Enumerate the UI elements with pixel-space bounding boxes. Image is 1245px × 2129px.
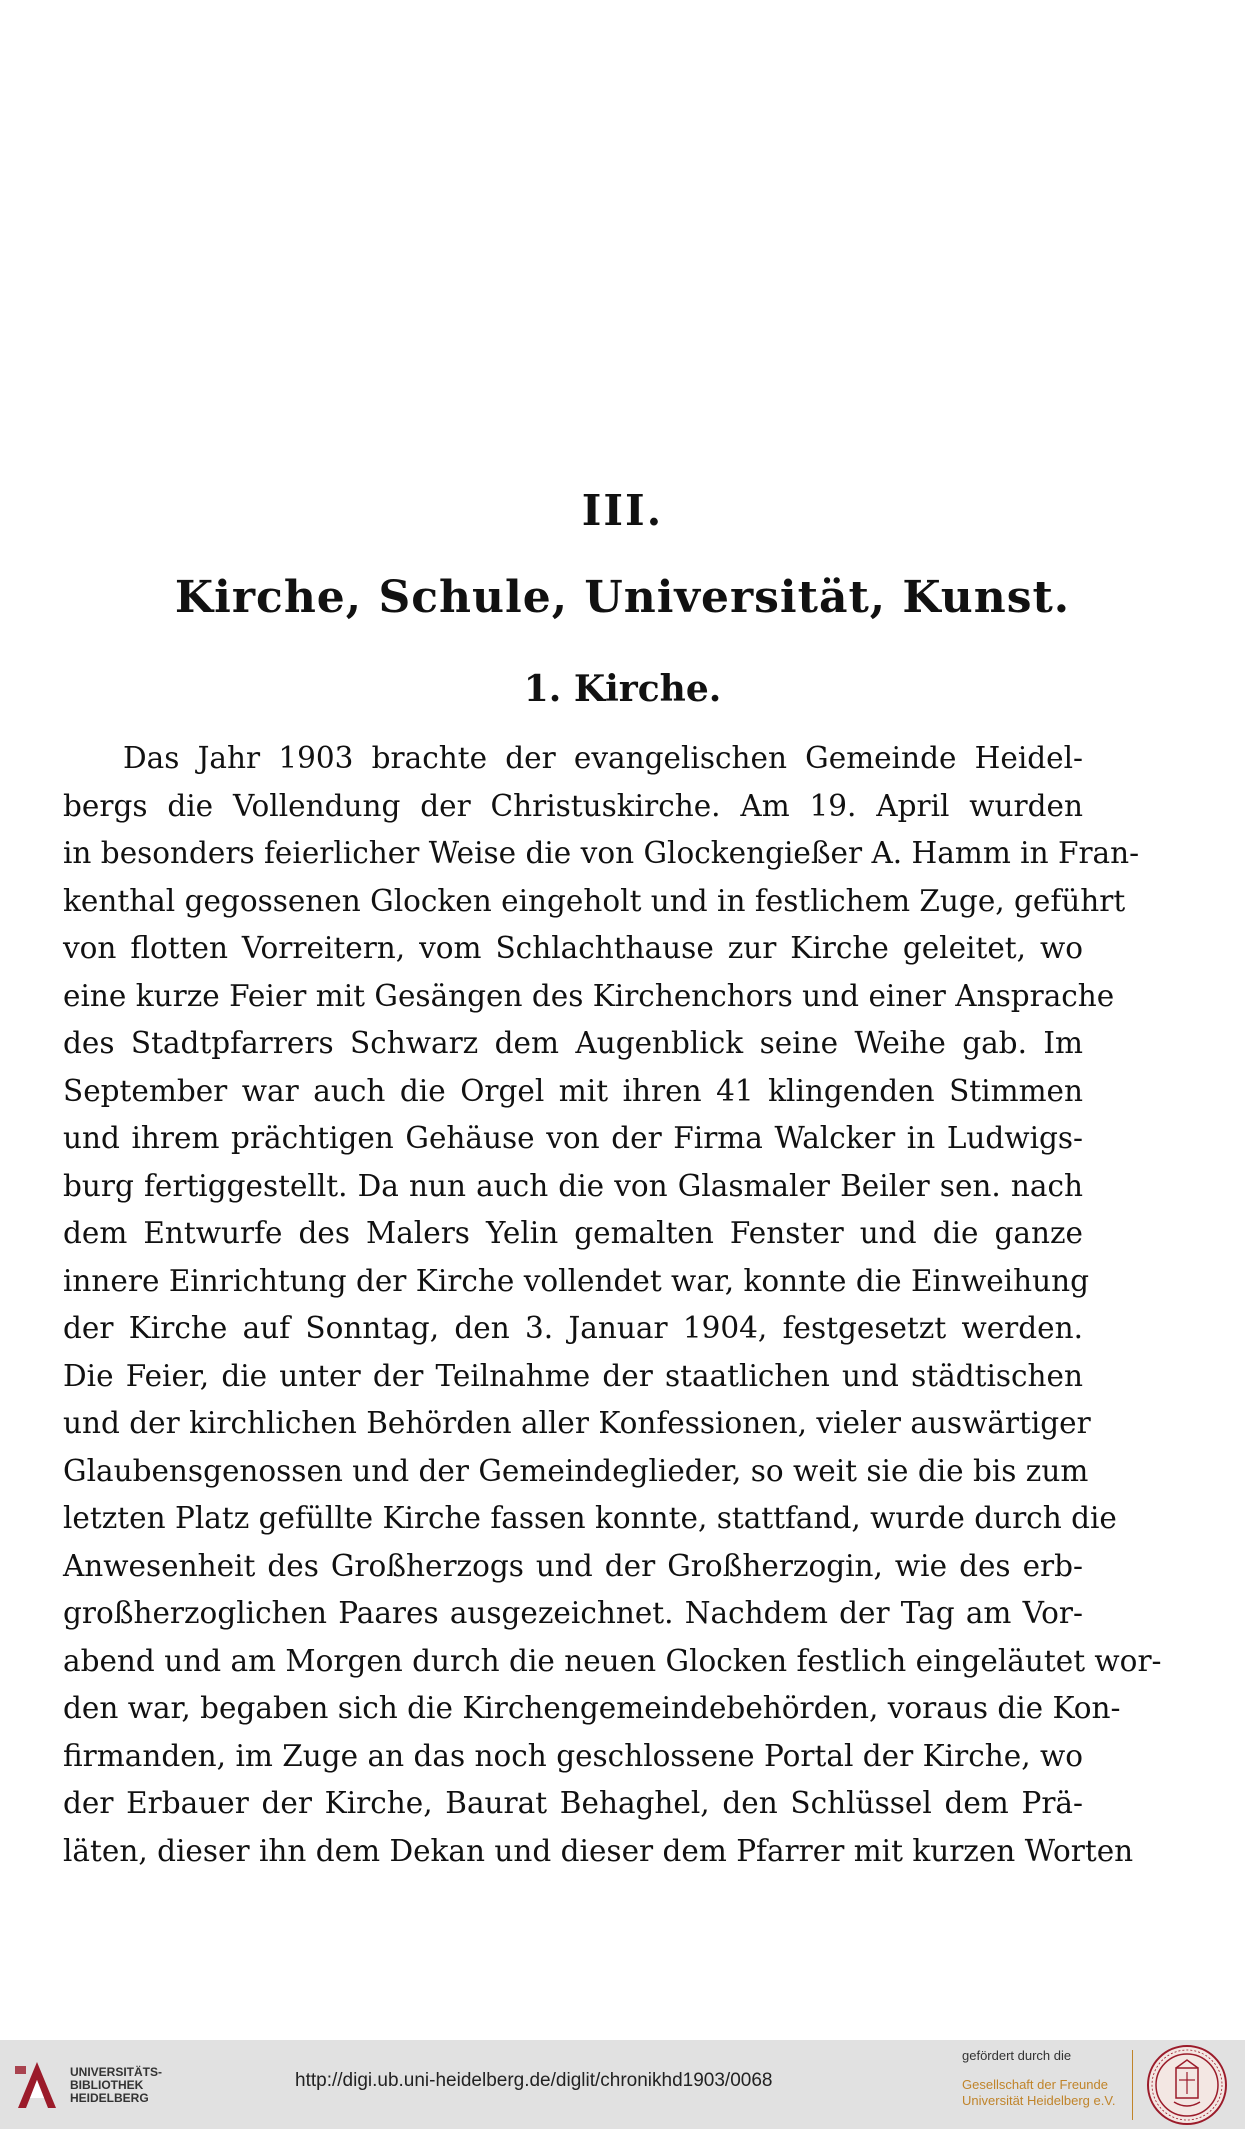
- text-line: Anwesenheit des Großherzogs und der Großherzogin, wie des erb-: [63, 1548, 1083, 1583]
- text-line: bergs die Vollendung der Christuskirche. Am 19. April wurden: [63, 788, 1083, 823]
- text-line: in besonders feierlicher Weise die von Glockengießer A. Hamm in Fran-: [63, 836, 1140, 870]
- university-seal-icon: [1146, 2044, 1228, 2126]
- text-line: kenthal gegossenen Glocken eingeholt und in festlichem Zuge, geführt: [63, 883, 1126, 918]
- body-paragraph: [63, 735, 1162, 1875]
- text-line: großherzoglichen Paares ausgezeichnet. Nachdem der Tag am Vor-: [63, 1596, 1083, 1630]
- text-line: Das Jahr 1903 brachte der evangelischen Gemeinde Heidel-: [123, 741, 1083, 775]
- text-line: läten, dieser ihn dem Dekan und dieser dem Pfarrer mit kurzen Worten: [63, 1833, 1134, 1868]
- society-name-line: Gesellschaft der Freunde: [962, 2077, 1108, 2092]
- text-line: Die Feier, die unter der Teilnahme der staatlichen und städtischen: [63, 1358, 1083, 1393]
- library-name: [70, 2066, 162, 2105]
- text-line: des Stadtpfarrers Schwarz dem Augenblick seine Weihe gab. Im: [63, 1026, 1083, 1060]
- text-line: burg fertiggestellt. Da nun auch die von Glasmaler Beiler sen. nach: [63, 1168, 1083, 1203]
- society-name-line: Universität Heidelberg e.V.: [962, 2093, 1116, 2108]
- chapter-title: Kirche, Schule, Universität, Kunst.: [174, 572, 1071, 623]
- library-name-line: BIBLIOTHEK: [70, 2078, 144, 2092]
- text-line: und ihrem prächtigen Gehäuse von der Firma Walcker in Ludwigs-: [63, 1121, 1083, 1155]
- text-line: September war auch die Orgel mit ihren 41 klingenden Stimmen: [63, 1073, 1083, 1108]
- text-line: Glaubensgenossen und der Gemeindeglieder, so weit sie die bis zum: [63, 1453, 1089, 1488]
- text-line: abend und am Morgen durch die neuen Glocken festlich eingeläutet wor-: [63, 1643, 1162, 1678]
- funded-by-label: gefördert durch die: [962, 2048, 1072, 2063]
- footer-bar: [0, 2040, 1245, 2129]
- source-url-link[interactable]: http://digi.ub.uni-heidelberg.de/diglit/chronikhd1903/0068: [295, 2070, 773, 2091]
- text-line: und der kirchlichen Behörden aller Konfessionen, vieler auswärtiger: [63, 1406, 1091, 1440]
- society-name: [962, 2077, 1115, 2109]
- text-line: der Kirche auf Sonntag, den 3. Januar 1904, festgesetzt werden.: [63, 1311, 1083, 1345]
- text-line: dem Entwurfe des Malers Yelin gemalten Fenster und die ganze: [63, 1216, 1083, 1250]
- text-line: letzten Platz gefüllte Kirche fassen konnte, stattfand, wurde durch die: [63, 1501, 1117, 1535]
- footer-divider: [1132, 2050, 1133, 2120]
- text-line: innere Einrichtung der Kirche vollendet war, konnte die Einweihung: [63, 1263, 1089, 1298]
- chapter-number: III.: [581, 486, 664, 535]
- text-line: den war, begaben sich die Kirchengemeindebehörden, voraus die Kon-: [63, 1691, 1121, 1725]
- text-line: eine kurze Feier mit Gesängen des Kirchenchors und einer Ansprache: [63, 978, 1115, 1013]
- library-name-line: HEIDELBERG: [70, 2091, 149, 2105]
- text-line: firmanden, im Zuge an das noch geschlossene Portal der Kirche, wo: [63, 1738, 1083, 1773]
- university-library-logo-icon: [12, 2060, 62, 2112]
- text-line: der Erbauer der Kirche, Baurat Behaghel, den Schlüssel dem Prä-: [63, 1786, 1083, 1820]
- library-name-line: UNIVERSITÄTS-: [70, 2065, 163, 2079]
- text-line: von flotten Vorreitern, vom Schlachthause zur Kirche geleitet, wo: [63, 931, 1083, 965]
- section-title: 1. Kirche.: [523, 668, 722, 710]
